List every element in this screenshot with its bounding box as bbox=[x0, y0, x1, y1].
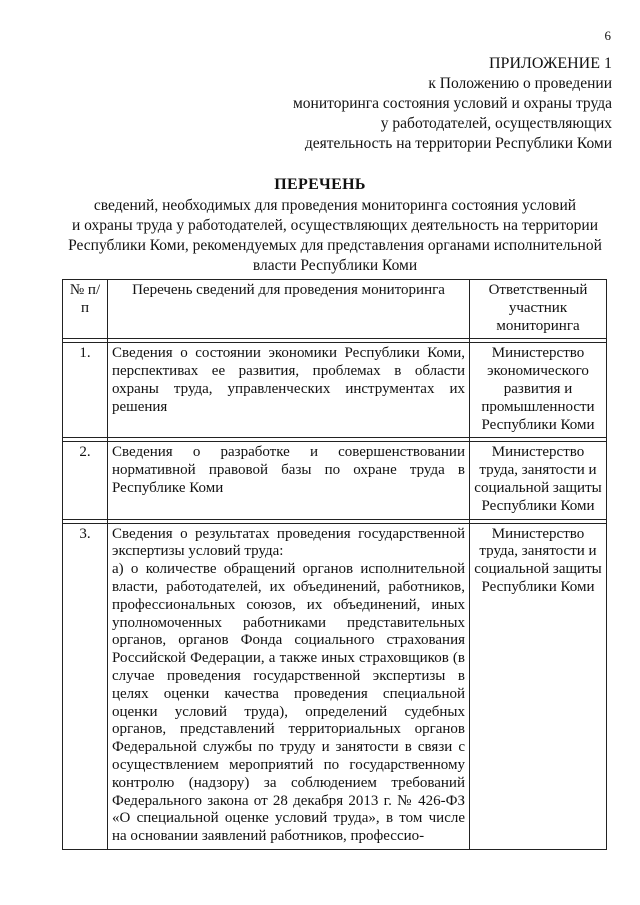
row-text: Сведения о результатах проведения государственной экспертизы условий труда: bbox=[112, 525, 465, 560]
table-row bbox=[63, 442, 607, 519]
row-text: Сведения о состоянии экономики Республики Коми, перспективах ее развития, проблемах в области охраны труда, управленческих инструментах их решения bbox=[108, 343, 470, 438]
header-information: Перечень сведений для проведения мониторинга bbox=[108, 280, 470, 339]
information-table bbox=[62, 279, 607, 850]
row-responsible: Министерство труда, занятости и социальной защиты Республики Коми bbox=[470, 442, 607, 519]
row-number: 3. bbox=[63, 523, 108, 849]
subtitle-line: власти Республики Коми bbox=[252, 257, 418, 274]
row-responsible: Министерство труда, занятости и социальной защиты Республики Коми bbox=[470, 523, 607, 849]
subtitle-line: и охраны труда у работодателей, осуществляющих деятельность на территории bbox=[71, 217, 599, 234]
row-number: 1. bbox=[63, 343, 108, 438]
appendix-line: мониторинга состояния условий и охраны труда bbox=[292, 95, 612, 112]
row-responsible: Министерство экономического развития и промышленности Республики Коми bbox=[470, 343, 607, 438]
document-title: ПЕРЕЧЕНЬ bbox=[274, 176, 366, 193]
table-row bbox=[63, 523, 607, 849]
row-text-cell bbox=[108, 523, 470, 849]
row-text: Сведения о разработке и совершенствовании нормативной правовой базы по охране труда в Республике Коми bbox=[108, 442, 470, 519]
header-responsible: Ответственный участник мониторинга bbox=[470, 280, 607, 339]
table-header-row bbox=[63, 280, 607, 339]
appendix-title: ПРИЛОЖЕНИЕ 1 bbox=[488, 55, 612, 72]
document-subtitle bbox=[40, 196, 630, 276]
header-number: № п/п bbox=[63, 280, 108, 339]
row-number: 2. bbox=[63, 442, 108, 519]
page-number: 6 bbox=[604, 28, 611, 43]
subtitle-line: Республики Коми, рекомендуемых для представления органами исполнительной bbox=[68, 237, 602, 254]
row-text-subitem: а) о количестве обращений органов исполнительной власти, работодателей, их объединений, работников, профессиональных союзов, их объединений, иных уполномоченных работниками представительных органов, органов Фонда социального страхования Российской Федерации, а также иных страховщиков (в случае проведения государственной экспертизы в целях оценки качества проведения специальной оценки условий труда), определений судебных органов, представлений территориальных органов Федеральной службы по труду и занятости в связи с осуществлением мероприятий по государственному контролю (надзору) за соблюдением требований Федерального закона от 28 декабря 2013 г. № 426-ФЗ «О специальной оценке условий труда», в том числе на основании заявлений работников, профессио- bbox=[112, 561, 465, 845]
appendix-block bbox=[293, 54, 612, 154]
appendix-line: у работодателей, осуществляющих bbox=[380, 115, 612, 132]
appendix-line: к Положению о проведении bbox=[428, 75, 612, 92]
table-row bbox=[63, 343, 607, 438]
appendix-line: деятельность на территории Республики Коми bbox=[304, 135, 612, 152]
subtitle-line: сведений, необходимых для проведения мониторинга состояния условий bbox=[93, 197, 577, 214]
